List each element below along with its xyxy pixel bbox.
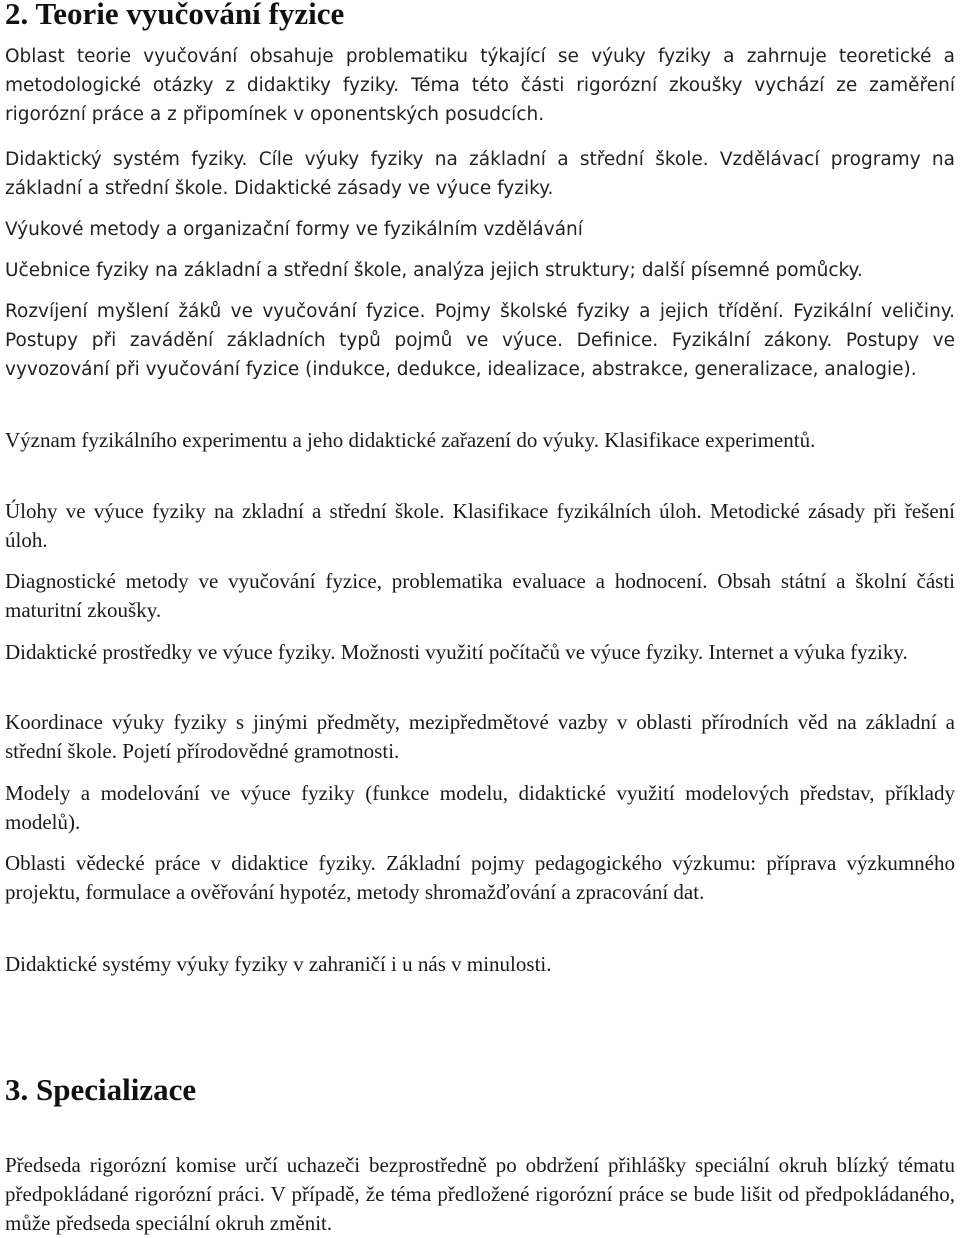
paragraph-textbooks: Učebnice fyziky na základní a střední škole, analýza jejich struktury; další písemné pomůcky.: [5, 260, 863, 281]
paragraph-diagnostics: Diagnostické metody ve vyučování fyzice, problematika evaluace a hodnocení. Obsah státní a školní části maturitní zkoušky.: [5, 569, 955, 622]
paragraph-thinking-development: Rozvíjení myšlení žáků ve vyučování fyzice. Pojmy školské fyziky a jejich třídění. Fyzikální veličiny. Postupy při zavádění základních typů pojmů ve výuce. Definice. Fyzikální zákony. Postupy ve vyvozování při vyučování fyzice (indukce, dedukce, idealizace, abstrakce, generalizace, analogie).: [5, 301, 955, 380]
paragraph-coordination: Koordinace výuky fyziky s jinými předměty, mezipředmětové vazby v oblasti přírodních věd na základní a střední škole. Pojetí přírodovědné gramotnosti.: [5, 710, 955, 763]
paragraph-didactic-tools: Didaktické prostředky ve výuce fyziky. Možnosti využití počítačů ve výuce fyziky. Internet a výuka fyziky.: [5, 640, 908, 664]
paragraph-experiment: Význam fyzikálního experimentu a jeho didaktické zařazení do výuky. Klasifikace experimentů.: [5, 428, 816, 452]
paragraph-problems: Úlohy ve výuce fyziky na zkladní a střední škole. Klasifikace fyzikálních úloh. Metodické zásady při řešení úloh.: [5, 499, 955, 552]
paragraph-models: Modely a modelování ve výuce fyziky (funkce modelu, didaktické využití modelových představ, příklady modelů).: [5, 781, 955, 834]
paragraph-didactic-system: Didaktický systém fyziky. Cíle výuky fyziky na základní a střední škole. Vzdělávací programy na základní a střední škole. Didaktické zásady ve výuce fyziky.: [5, 149, 955, 199]
paragraph-research: Oblasti vědecké práce v didaktice fyziky. Základní pojmy pedagogického výzkumu: příprava výzkumného projektu, formulace a ověřování hypotéz, metody shromažďování a zpracování dat.: [5, 851, 955, 904]
paragraph-intro: Oblast teorie vyučování obsahuje problematiku týkající se výuky fyziky a zahrnuje teoretické a metodologické otázky z didaktiky fyziky. Téma této části rigorózní zkoušky vychází ze zaměření rigorózní práce a z připomínek v oponentských posudcích.: [5, 46, 955, 125]
paragraph-specialization: Předseda rigorózní komise určí uchazeči bezprostředně po obdržení přihlášky speciální okruh blízký tématu předpokládané rigorózní práci. V případě, že téma předložené rigorózní práce se bude lišit od předpokládaného, může předseda speciální okruh změnit.: [5, 1153, 955, 1235]
section-2-heading: 2. Teorie vyučování fyzice: [5, 0, 345, 31]
paragraph-teaching-methods: Výukové metody a organizační formy ve fyzikálním vzdělávání: [5, 219, 583, 240]
paragraph-foreign-systems: Didaktické systémy výuky fyziky v zahraničí i u nás v minulosti.: [5, 952, 552, 976]
section-3-heading: 3. Specializace: [5, 1072, 197, 1107]
